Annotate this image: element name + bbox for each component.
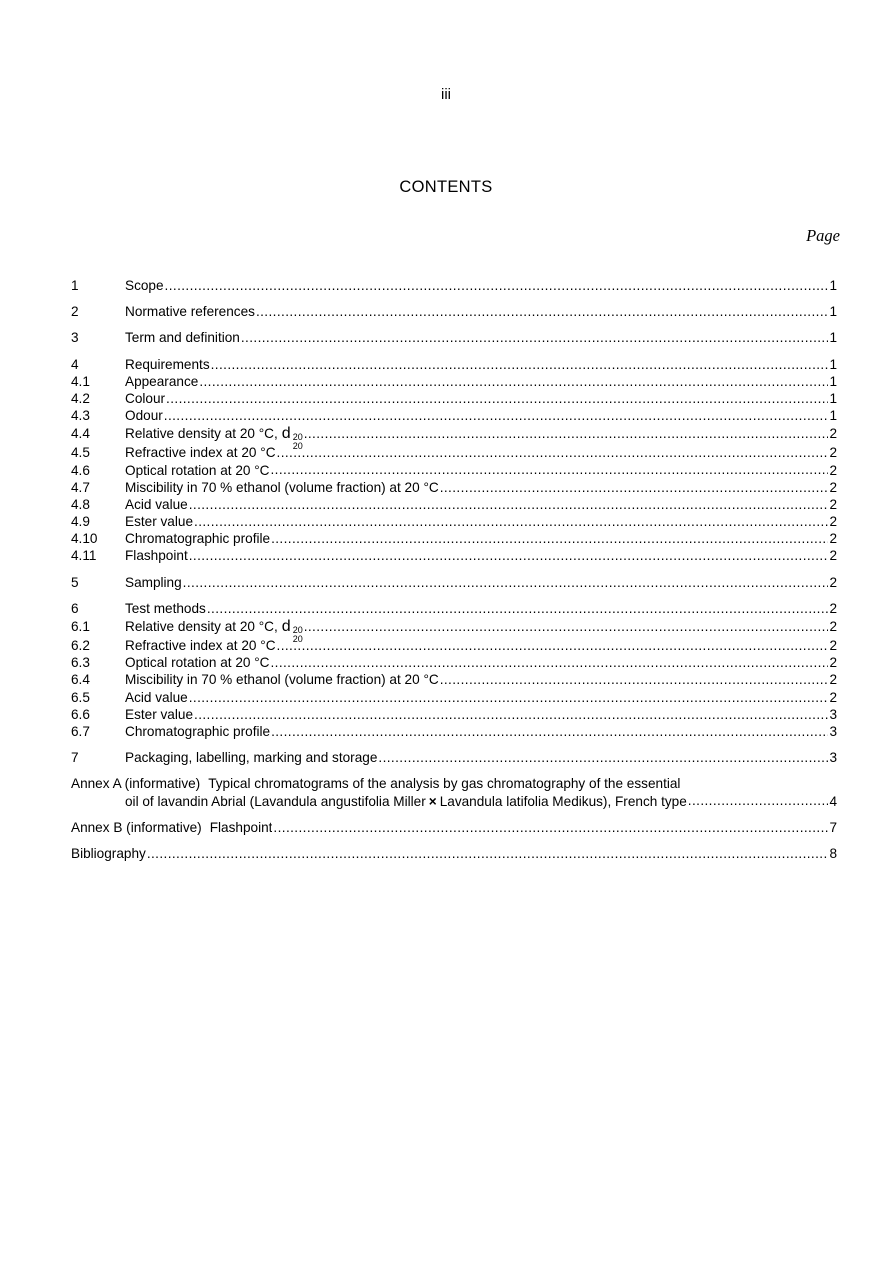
superscript: 20 [292, 625, 303, 635]
dot-leader [688, 793, 829, 810]
toc-page: 1 [829, 373, 837, 389]
toc-entry[interactable] [71, 654, 837, 671]
toc-title: Odour [125, 408, 163, 424]
toc-page: 2 [829, 619, 837, 634]
toc-number: 4.7 [71, 479, 90, 495]
toc-entry[interactable] [71, 479, 837, 496]
toc-number: 6.2 [71, 638, 90, 653]
toc-entry[interactable] [71, 634, 837, 654]
dot-leader [440, 479, 829, 496]
toc-page: 2 [829, 531, 837, 547]
dot-leader [304, 617, 829, 637]
contents-heading: CONTENTS [399, 178, 493, 196]
toc-number: 7 [71, 750, 79, 766]
toc-page: 1 [829, 278, 837, 293]
toc-title: Relative density at 20 °C, [125, 426, 278, 442]
dot-leader [183, 574, 829, 591]
toc-title: Ester value [125, 706, 194, 722]
toc-page: 2 [829, 462, 837, 478]
dot-leader [147, 845, 829, 862]
toc-number: 4.8 [71, 496, 90, 512]
toc-entry[interactable] [71, 277, 837, 294]
toc-number: 1 [71, 278, 79, 293]
toc-number: 4.4 [71, 426, 90, 442]
hybrid-cross-symbol: × [428, 793, 437, 809]
superscript: 20 [292, 432, 303, 443]
toc-page: 2 [829, 638, 837, 653]
toc-number: 4.1 [71, 373, 90, 389]
toc-annex-a[interactable] [71, 775, 837, 809]
toc-entry[interactable] [71, 329, 837, 346]
toc-entry[interactable] [71, 723, 837, 740]
toc-title: Refractive index at 20 °C [125, 445, 276, 461]
toc-page: 4 [829, 793, 837, 809]
toc-group-4 [71, 356, 837, 565]
annex-a-title-line-1: Typical chromatograms of the analysis by gas chromatography of the essential [208, 776, 681, 792]
toc-page: 3 [829, 750, 837, 766]
toc-group-6 [71, 600, 837, 740]
toc-page: 7 [829, 819, 837, 835]
toc-entry[interactable] [71, 407, 837, 424]
toc-title: Refractive index at 20 °C [125, 638, 276, 653]
toc-entry[interactable] [71, 441, 837, 461]
dot-leader [304, 424, 829, 444]
toc-title: Normative references [125, 304, 255, 320]
toc-page: 2 [829, 479, 837, 495]
dot-leader [189, 689, 829, 706]
toc-entry[interactable] [71, 845, 837, 862]
toc-title: Chromatographic profile [125, 723, 271, 739]
toc-page: 2 [829, 574, 837, 590]
toc-title: Term and definition [125, 330, 240, 346]
toc-entry[interactable] [71, 574, 837, 591]
toc-entry[interactable] [71, 671, 837, 688]
toc-title: Miscibility in 70 % ethanol (volume fraction) at 20 °C [125, 479, 439, 495]
density-symbol: d [281, 425, 291, 443]
annex-b-title: Flashpoint [209, 819, 273, 835]
dot-leader [165, 277, 829, 294]
dot-leader [378, 749, 828, 766]
toc-number: 5 [71, 574, 79, 590]
toc-number: 6.5 [71, 689, 90, 705]
toc-title: Scope [125, 278, 164, 293]
annex-b-label-and-title [71, 819, 272, 836]
toc-bibliography [71, 845, 837, 862]
toc-entry[interactable] [71, 689, 837, 706]
toc-number: 4.3 [71, 408, 90, 424]
toc-page: 2 [829, 445, 837, 461]
toc-title: Relative density at 20 °C, [125, 619, 278, 634]
toc-entry[interactable] [71, 390, 837, 407]
toc-number: 4.10 [71, 531, 98, 547]
toc-page: 2 [829, 548, 837, 564]
toc-number: 4 [71, 356, 79, 372]
toc-entry[interactable] [71, 749, 837, 766]
toc-number: 4.6 [71, 462, 90, 478]
bibliography-title: Bibliography [71, 845, 146, 861]
toc-entry[interactable] [71, 373, 837, 390]
toc-number: 4.11 [71, 548, 97, 564]
annex-a-line-2 [71, 793, 837, 810]
toc-entry[interactable] [71, 706, 837, 723]
dot-leader [440, 671, 829, 688]
dot-leader [189, 496, 829, 513]
toc-number: 6.1 [71, 619, 90, 634]
toc-number: 6 [71, 600, 79, 616]
table-of-contents [71, 277, 837, 871]
annex-a-line-1 [71, 775, 837, 792]
dot-leader [189, 547, 829, 564]
dot-leader [194, 513, 828, 530]
dot-leader [277, 634, 829, 654]
toc-entry[interactable] [71, 424, 837, 452]
subscript: 20 [292, 441, 303, 452]
toc-title: Acid value [125, 689, 188, 705]
dot-leader [270, 462, 828, 479]
toc-title: Miscibility in 70 % ethanol (volume fraction) at 20 °C [125, 672, 439, 688]
toc-annex-b [71, 819, 837, 836]
toc-entry[interactable] [71, 462, 837, 479]
toc-title: Sampling [125, 574, 182, 590]
toc-page: 1 [829, 330, 837, 346]
subscript: 20 [292, 634, 303, 644]
toc-page: 2 [829, 600, 837, 616]
dot-leader [270, 654, 828, 671]
toc-page: 1 [829, 390, 837, 406]
toc-title: Chromatographic profile [125, 531, 271, 547]
page-column-label: Page [806, 226, 840, 245]
toc-page: 1 [829, 408, 837, 424]
toc-page: 2 [829, 426, 837, 442]
toc-entry[interactable] [71, 496, 837, 513]
toc-entry[interactable] [71, 600, 837, 617]
dot-leader [273, 819, 828, 836]
annex-a-label: Annex A (informative) [71, 776, 201, 792]
toc-page: 2 [829, 672, 837, 688]
toc-group-3 [71, 329, 837, 346]
toc-page: 2 [829, 514, 837, 530]
toc-title: Colour [125, 390, 166, 406]
toc-number: 6.6 [71, 706, 90, 722]
page-number: iii [441, 86, 451, 103]
toc-title: Optical rotation at 20 °C [125, 655, 270, 671]
toc-entry[interactable] [71, 617, 837, 644]
toc-title: Flashpoint [125, 548, 188, 564]
toc-page: 1 [829, 356, 837, 372]
toc-number: 6.7 [71, 723, 90, 739]
toc-page: 2 [829, 689, 837, 705]
toc-number: 6.3 [71, 655, 90, 671]
toc-group-1 [71, 277, 837, 294]
annex-a-title-part-1: oil of lavandin Abrial (Lavandula angustifolia Miller [125, 793, 426, 809]
toc-entry[interactable] [71, 513, 837, 530]
toc-title: Test methods [125, 600, 206, 616]
toc-title: Appearance [125, 373, 199, 389]
toc-entry[interactable] [71, 819, 837, 836]
toc-number: 6.4 [71, 672, 90, 688]
dot-leader [271, 723, 828, 740]
dot-leader [277, 441, 829, 461]
toc-number: 3 [71, 330, 79, 346]
toc-number: 4.2 [71, 390, 90, 406]
toc-title: Packaging, labelling, marking and storage [125, 750, 378, 766]
toc-entry[interactable] [71, 356, 837, 373]
toc-entry[interactable] [71, 547, 837, 564]
toc-group-5 [71, 574, 837, 591]
toc-title: Optical rotation at 20 °C [125, 462, 270, 478]
annex-a-title-line-2 [125, 793, 687, 810]
toc-page: 3 [829, 706, 837, 722]
toc-title: Ester value [125, 514, 194, 530]
toc-title: Acid value [125, 496, 188, 512]
dot-leader [199, 373, 828, 390]
toc-page: 8 [829, 845, 837, 861]
toc-entry[interactable] [71, 530, 837, 547]
toc-page: 2 [829, 655, 837, 671]
dot-leader [211, 356, 829, 373]
toc-group-2 [71, 303, 837, 320]
dot-leader [166, 390, 828, 407]
dot-leader [271, 530, 828, 547]
toc-number: 4.9 [71, 514, 90, 530]
toc-page: 2 [829, 496, 837, 512]
density-symbol: d [281, 618, 291, 635]
dot-leader [194, 706, 828, 723]
toc-entry[interactable] [71, 303, 837, 320]
dot-leader [164, 407, 829, 424]
toc-page: 3 [829, 723, 837, 739]
dot-leader [256, 303, 828, 320]
toc-group-7 [71, 749, 837, 766]
dot-leader [241, 329, 829, 346]
toc-number: 2 [71, 304, 79, 320]
toc-number: 4.5 [71, 445, 90, 461]
annex-a-title-part-2: Lavandula latifolia Medikus), French type [439, 793, 687, 809]
dot-leader [207, 600, 829, 617]
annex-b-label: Annex B (informative) [71, 819, 202, 835]
toc-page: 1 [829, 304, 837, 320]
toc-title: Requirements [125, 356, 210, 372]
